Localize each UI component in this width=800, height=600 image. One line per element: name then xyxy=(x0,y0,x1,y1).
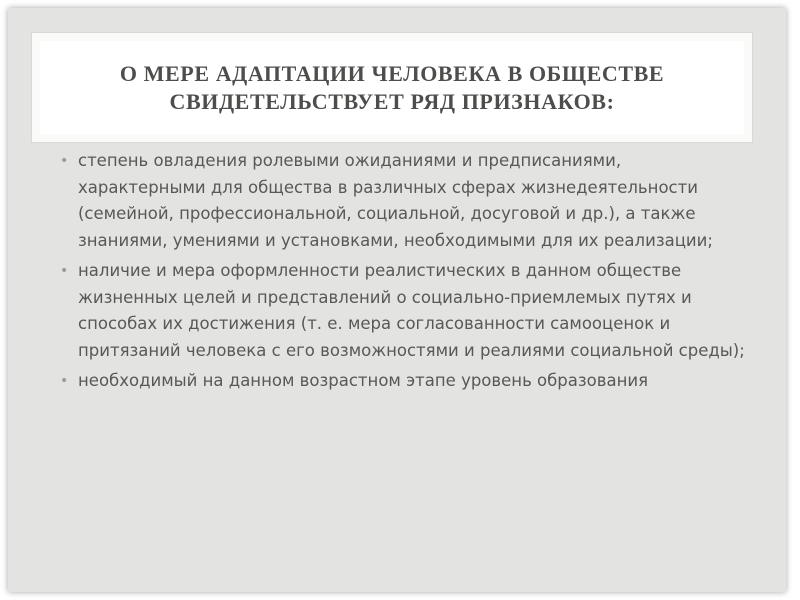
bullet-text: наличие и мера оформленности реалистических в данном обществе жизненных целей и представлений о социально-приемлемых путях и способах их достижения (т. е. мера согласованности самооценок и притязаний человека с его возможностями и реалиями социальной среды); xyxy=(78,261,745,360)
bullet-item xyxy=(60,368,750,395)
bullet-list xyxy=(60,148,750,399)
slide xyxy=(8,8,786,592)
title-box xyxy=(32,33,752,142)
bullet-text: необходимый на данном возрастном этапе уровень образования xyxy=(78,371,649,390)
bullet-dot-icon: • xyxy=(60,153,69,169)
slide-title: О МЕРЕ АДАПТАЦИИ ЧЕЛОВЕКА В ОБЩЕСТВЕ СВИДЕТЕЛЬСТВУЕТ РЯД ПРИЗНАКОВ: xyxy=(119,60,665,114)
bullet-item xyxy=(60,148,750,254)
bullet-dot-icon: • xyxy=(60,263,69,279)
bullet-text: степень овладения ролевыми ожиданиями и предписаниями, характерными для общества в различных сферах жизнедеятельности (семейной, профессиональной, социальной, досуговой и др.), а также знаниями, умениями и установками, необходимыми для их реализации; xyxy=(78,151,713,250)
bullet-dot-icon: • xyxy=(60,373,69,389)
bullet-item xyxy=(60,258,750,364)
